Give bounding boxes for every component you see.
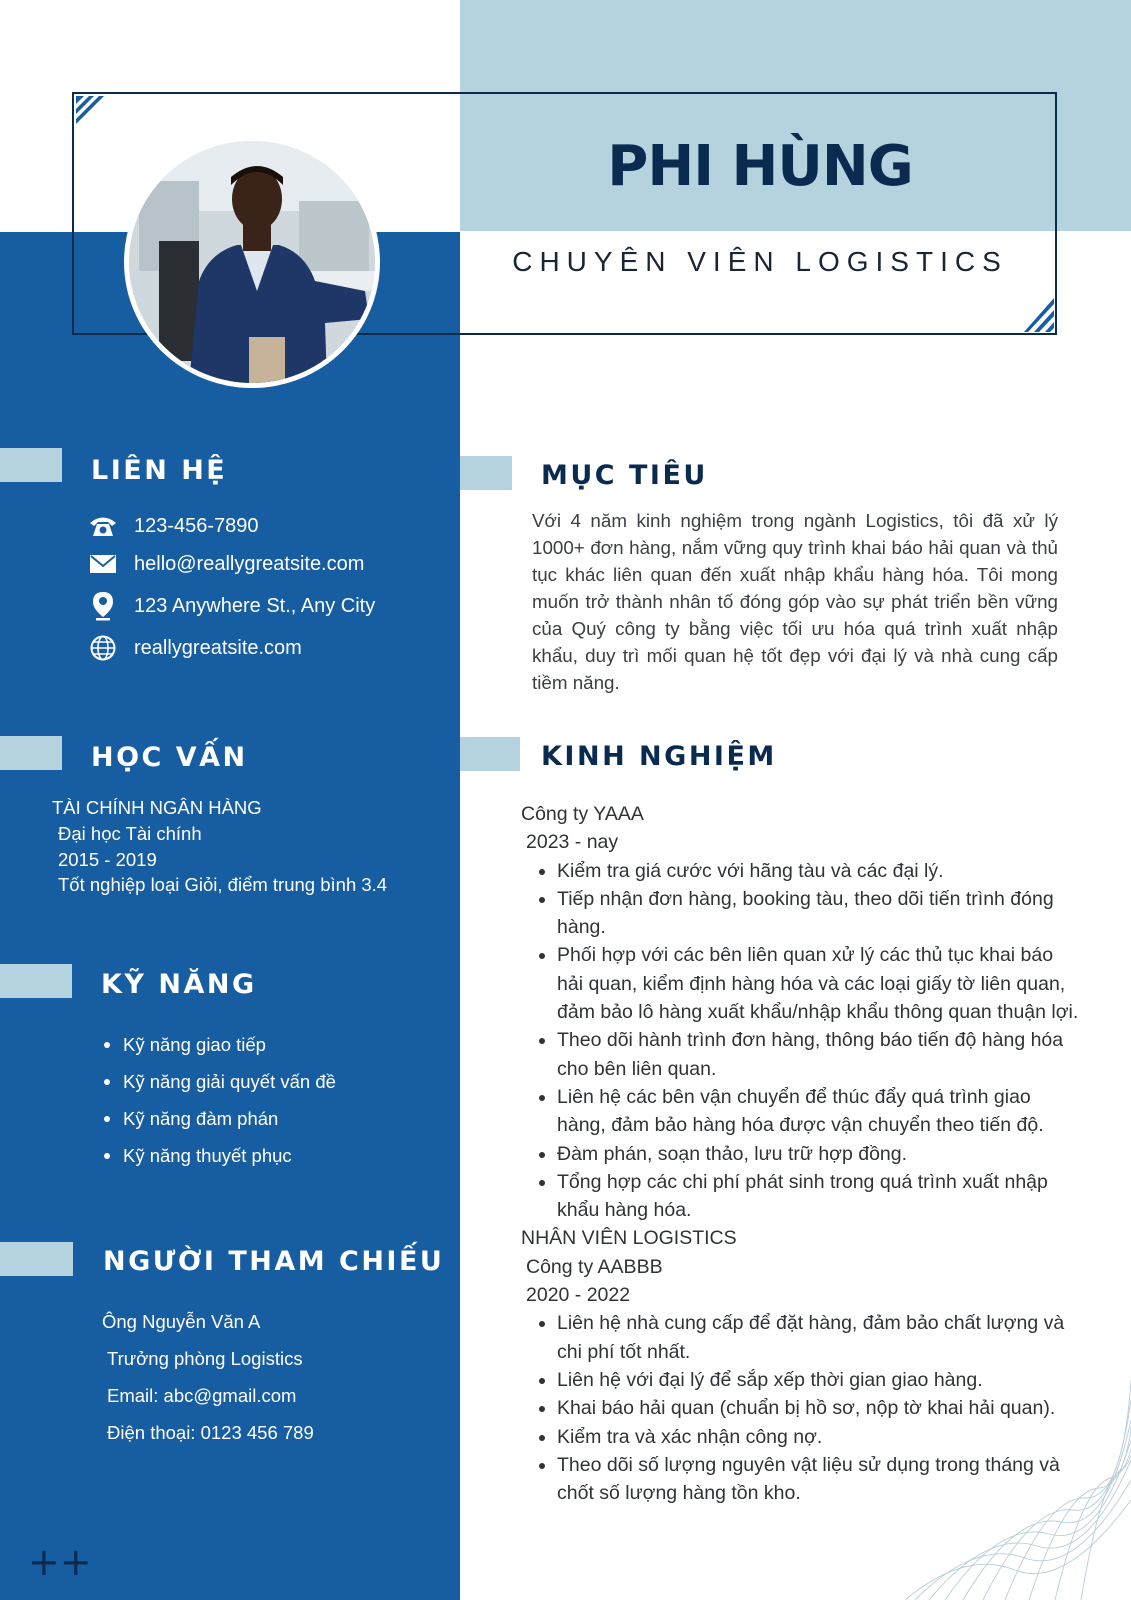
reference-phone: Điện thoại: 0123 456 789: [107, 1422, 314, 1443]
education-years: 2015 - 2019: [58, 849, 157, 870]
website-url[interactable]: reallygreatsite.com: [134, 636, 302, 659]
task-item: • Liên hệ nhà cung cấp để đặt hàng, đảm bảo chất lượng và chi phí tốt nhất.: [557, 1309, 1081, 1366]
task-item: • Khai báo hải quan (chuẩn bị hồ sơ, nộp tờ khai hải quan).: [557, 1394, 1081, 1422]
email-address[interactable]: hello@reallygreatsite.com: [134, 552, 365, 575]
education-major: TÀI CHÍNH NGÂN HÀNG: [52, 797, 262, 818]
reference-position: Trưởng phòng Logistics: [107, 1348, 303, 1369]
task-item: • Liên hệ các bên vận chuyển để thúc đẩy quá trình giao hàng, đảm bảo hàng hóa được vận chuyển theo tiến độ.: [557, 1083, 1081, 1140]
task-item: • Kiểm tra và xác nhận công nợ.: [557, 1423, 1081, 1451]
objective-section-title: MỤC TIÊU: [541, 460, 708, 491]
objective-text: Với 4 năm kinh nghiệm trong ngành Logistics, tôi đã xử lý 1000+ đơn hàng, nắm vững quy trình khai báo hải quan và thủ tục khác liên quan đến xuất nhập khẩu hàng hóa. Tôi mong muốn trở thành nhân tố đóng góp vào sự phát triển bền vững của Quý công ty bằng việc tối ưu hóa quá trình xuất nhập khẩu, duy trì mối quan hệ tốt đẹp với đại lý và nhà cung cấp tiềm năng.: [532, 510, 1058, 693]
phone-icon: [88, 511, 118, 541]
skill-item: Kỹ năng đàm phán: [104, 1108, 278, 1130]
job-company: Công ty AABBB: [526, 1255, 663, 1278]
experience-section-title: KINH NGHIỆM: [541, 741, 777, 772]
mail-icon: [88, 549, 118, 579]
skill-item: Kỹ năng giải quyết vấn đề: [104, 1071, 336, 1093]
bullet: [104, 1116, 110, 1122]
task-item: • Theo dõi hành trình đơn hàng, thông báo tiến độ hàng hóa cho bên liên quan.: [557, 1026, 1081, 1083]
task-item: • Tiếp nhận đơn hàng, booking tàu, theo dõi tiến trình đóng hàng.: [557, 885, 1081, 942]
plus-decoration: ++: [28, 1540, 92, 1584]
task-item: • Theo dõi số lượng nguyên vật liệu sử dụng trong tháng và chốt số lượng hàng tồn kho.: [557, 1451, 1081, 1508]
reference-name: Ông Nguyễn Văn A: [102, 1311, 261, 1332]
bullet: [104, 1042, 110, 1048]
location-pin-icon: [88, 591, 118, 621]
globe-icon: [88, 633, 118, 663]
skills-section-title: KỸ NĂNG: [101, 969, 257, 1000]
job-tasks: [521, 857, 1081, 1225]
task-item: • Kiểm tra giá cước với hãng tàu và các đại lý.: [557, 857, 1081, 885]
bullet: [104, 1153, 110, 1159]
education-school: Đại học Tài chính: [58, 823, 202, 844]
job-role: NHÂN VIÊN LOGISTICS: [521, 1227, 737, 1250]
skill-item: Kỹ năng thuyết phục: [104, 1145, 292, 1167]
section-accent-bar: [0, 1242, 73, 1276]
section-accent-bar: [0, 448, 62, 482]
corner-stripes-decoration: [76, 96, 104, 124]
task-item: • Phối hợp với các bên liên quan xử lý các thủ tục khai báo hải quan, kiểm định hàng hóa và các loại giấy tờ liên quan, đảm bảo lô hàng xuất khẩu/nhập khẩu thông quan thuận lợi.: [557, 941, 1081, 1026]
profile-photo: [124, 136, 380, 388]
section-accent-bar: [0, 964, 72, 998]
bullet: [104, 1079, 110, 1085]
address: 123 Anywhere St., Any City: [134, 594, 376, 617]
job-period: 2020 - 2022: [526, 1284, 631, 1307]
phone-number[interactable]: 123-456-7890: [134, 514, 259, 537]
wave-lines-decoration: [905, 1380, 1131, 1600]
task-item: • Liên hệ với đại lý để sắp xếp thời gian giao hàng.: [557, 1366, 1081, 1394]
contact-website: [88, 633, 302, 663]
job-period: 2023 - nay: [526, 831, 619, 854]
contact-section-title: LIÊN HỆ: [91, 455, 228, 486]
section-accent-bar: [0, 736, 62, 770]
job-company: Công ty YAAA: [521, 803, 644, 825]
education-section-title: HỌC VẤN: [91, 742, 248, 773]
reference-email: Email: abc@gmail.com: [107, 1385, 297, 1406]
task-item: • Tổng hợp các chi phí phát sinh trong quá trình xuất nhập khẩu hàng hóa.: [557, 1168, 1081, 1225]
contact-email: [88, 549, 364, 579]
contact-address: [88, 591, 375, 621]
contact-phone: [88, 511, 259, 541]
job-title: CHUYÊN VIÊN LOGISTICS: [512, 246, 1008, 277]
section-accent-bar: [460, 456, 512, 490]
education-result: Tốt nghiệp loại Giỏi, điểm trung bình 3.4: [58, 874, 388, 895]
corner-stripes-decoration: [1024, 298, 1054, 332]
task-item: • Đàm phán, soạn thảo, lưu trữ hợp đồng.: [557, 1140, 1081, 1168]
references-section-title: NGƯỜI THAM CHIẾU: [103, 1246, 445, 1277]
section-accent-bar: [460, 737, 520, 771]
candidate-name: PHI HÙNG: [607, 134, 913, 199]
skill-item: Kỹ năng giao tiếp: [104, 1034, 266, 1056]
